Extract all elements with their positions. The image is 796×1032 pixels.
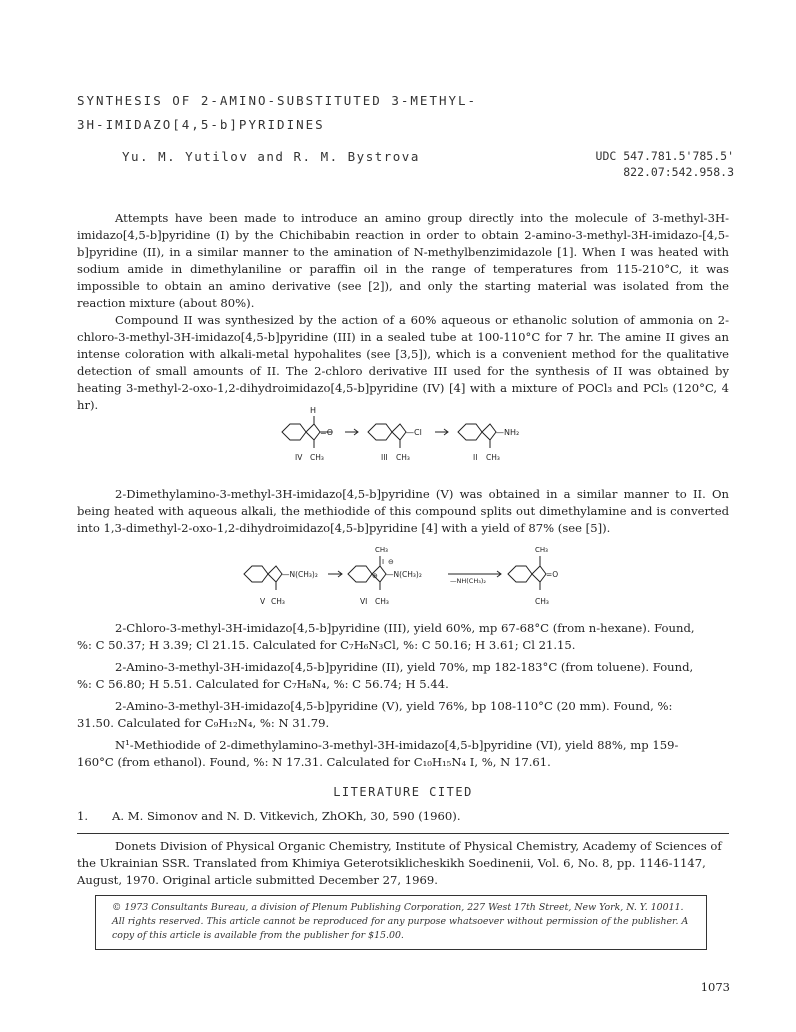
reference-1-text: A. M. Simonov and N. D. Vitkevich, ZhOKh, 30, 590 (1960). [112,809,461,823]
chloro-label: —Cl [406,428,422,437]
oxo-label: =O [320,428,333,437]
exp-1-line-2: %: C 50.37; H 3.39; Cl 21.15. Calculated for C₇H₆N₃Cl, %: C 50.16; H 3.61; Cl 21.15. [77,638,576,652]
compound-label-iv: IV [295,453,303,462]
copyright-box: © 1973 Consultants Bureau, a division of Plenum Publishing Corporation, 227 West 17th Street, New York, N. Y. 10011. All rights reserved. This article cannot be reproduced for any purpose whatsoever without permission of the publisher. A copy of this article is available from the publisher for $15.00. [95,895,707,950]
ch3-top-vi: CH₃ [375,546,388,554]
oxo-label-product: =O [546,570,559,579]
exp-4-line-2: 160°C (from ethanol). Found, %: N 17.31. Calculated for C₁₀H₁₅N₄ I, %, N 17.61. [77,755,551,769]
paragraph-2: Compound II was synthesized by the action of a 60% aqueous or ethanolic solution of ammonia on 2-chloro-3-methyl-3H-imidazo[4,5-b]pyridine (III) in a sealed tube at 100-110°C for 7 hr. The amine II gives an intense coloration with alkali-metal hypohalites (see [3,5]), which is a convenient method for the qualitative detection of small amounts of II. The 2-chloro derivative III used for the synthesis of II was obtained by heating 3-methyl-2-oxo-1,2-dihydroimidazo[4,5-b]pyridine (IV) [4] with a mixture of POCl₃ and PCl₅ (120°C, 4 hr). [77,313,729,412]
experimental-section [77,620,729,771]
minus-charge: ⊖ [388,558,394,566]
ch3-label-product: CH₃ [535,597,549,606]
title-line-1: SYNTHESIS OF 2-AMINO-SUBSTITUTED 3-METHYL- [77,93,478,108]
iodide-label: I [382,558,385,566]
nme2-label-v: —N(CH₃)₂ [282,570,318,579]
ch3-top-product: CH₃ [535,546,548,554]
authors: Yu. M. Yutilov and R. M. Bystrova [122,149,420,164]
reaction-scheme-1 [270,402,570,470]
exp-1-line-1: 2-Chloro-3-methyl-3H-imidazo[4,5-b]pyridine (III), yield 60%, mp 67-68°C (from n-hexane). Found, [115,621,695,635]
compound-label-vi: VI [360,597,368,606]
ch3-label-vi: CH₃ [375,597,389,606]
affiliation-note: Donets Division of Physical Organic Chemistry, Institute of Physical Chemistry, Academy of Sciences of the Ukrainian SSR. Translated from Khimiya Geterotsiklicheskikh Soedinenii, Vol. 6, No. 8, pp. 1146-1147, August, 1970. Original article submitted December 27, 1969. [77,839,722,887]
ch3-label-v: CH₃ [271,597,285,606]
literature-heading: LITERATURE CITED [333,785,473,799]
title-line-2: 3H-IMIDAZO[4,5-b]PYRIDINES [77,117,325,132]
exp-3-line-2: 31.50. Calculated for C₉H₁₂N₄, %: N 31.79. [77,716,330,730]
footer-divider [77,833,729,834]
paragraph-1: Attempts have been made to introduce an amino group directly into the molecule of 3-methyl-3H-imidazo[4,5-b]pyridine (I) by the Chichibabin reaction in order to obtain 2-amino-3-methyl-3H-imidazo-[4,5-b]pyridine (II), in a similar manner to the amination of N-methylbenzimidazole [1]. When I was heated with sodium amide in dimethylaniline or paraffin oil in the range of temperatures from 115-210°C, it was impossible to obtain an amino derivative (see [2]), and only the starting material was isolated from the reaction mixture (about 80%). [77,211,729,310]
dimethylamine-label: —NH(CH₃)₂ [450,577,486,585]
udc-line-2: 822.07:542.958.3 [623,165,734,179]
amino-label: —NH₂ [496,428,520,437]
compound-label-iii: III [381,453,388,462]
exp-3-line-1: 2-Amino-3-methyl-3H-imidazo[4,5-b]pyridine (V), yield 76%, bp 108-110°C (20 mm). Found, %: [115,699,673,713]
ch3-label-ii: CH₃ [486,453,500,462]
reaction-scheme-2 [236,540,576,610]
udc-line-1: UDC 547.781.5'785.5' [595,149,734,163]
ch3-label-iv: CH₃ [310,453,324,462]
udc-code [596,148,734,180]
h-label: H [310,406,317,415]
ch3-label-iii: CH₃ [396,453,410,462]
compound-label-v: V [260,597,266,606]
exp-2-line-2: %: C 56.80; H 5.51. Calculated for C₇H₈N₄, %: C 56.74; H 5.44. [77,677,449,691]
paragraph-3: 2-Dimethylamino-3-methyl-3H-imidazo[4,5-b]pyridine (V) was obtained in a similar manner to II. On being heated with aqueous alkali, the methiodide of this compound splits out dimethylamine and is converted into 1,3-dimethyl-2-oxo-1,2-dihydroimidazo[4,5-b]pyridine [4] with a yield of 87% (see [5]). [77,487,729,535]
plus-charge: ⊕ [372,572,378,580]
exp-4-line-1: N¹-Methiodide of 2-dimethylamino-3-methyl-3H-imidazo[4,5-b]pyridine (VI), yield 88%, mp 159- [115,738,679,752]
nme2-label-vi: —N(CH₃)₂ [386,570,422,579]
compound-label-ii: II [473,453,478,462]
reference-1-number: 1. [77,809,89,823]
page-number: 1073 [700,980,730,994]
exp-2-line-1: 2-Amino-3-methyl-3H-imidazo[4,5-b]pyridine (II), yield 70%, mp 182-183°C (from toluene). Found, [115,660,694,674]
